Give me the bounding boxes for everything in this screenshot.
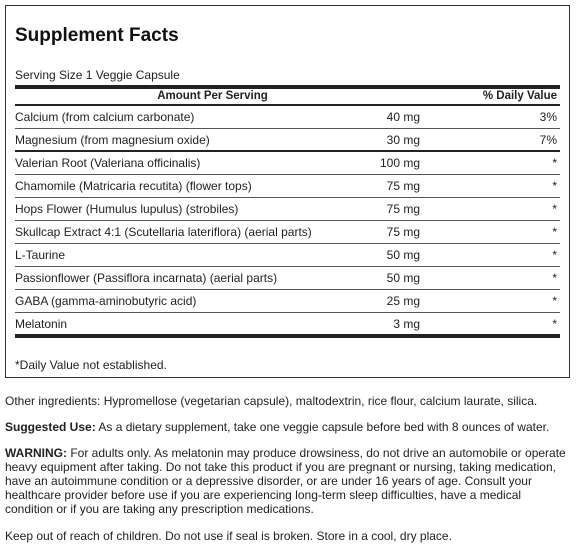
table-row	[15, 175, 560, 198]
table-row	[15, 267, 560, 290]
nutrient-daily-value: *	[552, 156, 557, 170]
table-row	[15, 221, 560, 244]
nutrient-name: Magnesium (from magnesium oxide)	[15, 133, 210, 147]
nutrient-table	[15, 106, 560, 338]
nutrient-name: Valerian Root (Valeriana officinalis)	[15, 156, 201, 170]
nutrient-amount: 40 mg	[386, 110, 420, 124]
table-row	[15, 198, 560, 221]
divider-thick	[15, 85, 560, 89]
warning-text: For adults only. As melatonin may produce drowsiness, do not drive an automobile or operate heavy equipment after taking. Do not take this product if you are pregnant or nursing, taking medication, have an autoimmune condition or a depressive disorder, or are under 16 years of age. Consult your healthcare provider before use if you are experiencing long-term sleep difficulties, have a medical condition or if you are taking any prescription medications.	[5, 446, 566, 516]
suggested-use-label: Suggested Use:	[5, 420, 96, 434]
suggested-use-text: As a dietary supplement, take one veggie capsule before bed with 8 ounces of water.	[95, 420, 550, 434]
nutrient-daily-value: *	[552, 179, 557, 193]
nutrient-daily-value: *	[552, 225, 557, 239]
nutrient-amount: 75 mg	[386, 225, 420, 239]
nutrient-name: Calcium (from calcium carbonate)	[15, 110, 195, 124]
panel-title: Supplement Facts	[15, 25, 179, 46]
nutrient-name: Hops Flower (Humulus lupulus) (strobiles)	[15, 202, 239, 216]
table-row	[15, 129, 560, 152]
daily-value-footnote: *Daily Value not established.	[15, 358, 167, 372]
nutrient-name: Passionflower (Passiflora incarnata) (aerial parts)	[15, 271, 278, 285]
table-row	[15, 244, 560, 267]
other-ingredients: Other ingredients: Hypromellose (vegetarian capsule), maltodextrin, rice flour, calcium laurate, silica.	[5, 394, 538, 408]
nutrient-amount: 75 mg	[386, 179, 420, 193]
daily-value-header: % Daily Value	[482, 90, 557, 102]
nutrient-name: Chamomile (Matricaria recutita) (flower tops)	[15, 179, 252, 193]
nutrient-daily-value: *	[552, 248, 557, 262]
nutrient-amount: 3 mg	[393, 317, 420, 331]
storage-note: Keep out of reach of children. Do not use if seal is broken. Store in a cool, dry place.	[5, 529, 452, 543]
nutrient-amount: 75 mg	[386, 202, 420, 216]
nutrient-daily-value: *	[552, 294, 557, 308]
nutrient-daily-value: *	[552, 202, 557, 216]
table-header	[15, 90, 560, 104]
suggested-use	[5, 420, 571, 434]
nutrient-amount: 25 mg	[386, 294, 420, 308]
nutrient-name: Melatonin	[15, 317, 68, 331]
amount-header: Amount Per Serving	[157, 90, 268, 102]
nutrient-name: L-Taurine	[15, 248, 66, 262]
table-row	[15, 106, 560, 129]
nutrient-daily-value: 3%	[539, 110, 557, 124]
table-row	[15, 313, 560, 338]
nutrient-daily-value: *	[552, 317, 557, 331]
nutrient-amount: 50 mg	[386, 271, 420, 285]
nutrient-name: GABA (gamma-aminobutyric acid)	[15, 294, 197, 308]
warning	[5, 446, 571, 516]
nutrient-amount: 50 mg	[386, 248, 420, 262]
nutrient-daily-value: *	[552, 271, 557, 285]
table-row	[15, 290, 560, 313]
serving-size: Serving Size 1 Veggie Capsule	[15, 68, 180, 82]
nutrient-amount: 100 mg	[379, 156, 420, 170]
nutrient-daily-value: 7%	[539, 133, 557, 147]
nutrient-name: Skullcap Extract 4:1 (Scutellaria lateriflora) (aerial parts)	[15, 225, 312, 239]
supplement-facts-panel	[5, 5, 570, 378]
table-row	[15, 152, 560, 175]
nutrient-amount: 30 mg	[386, 133, 420, 147]
warning-label: WARNING:	[5, 446, 67, 460]
